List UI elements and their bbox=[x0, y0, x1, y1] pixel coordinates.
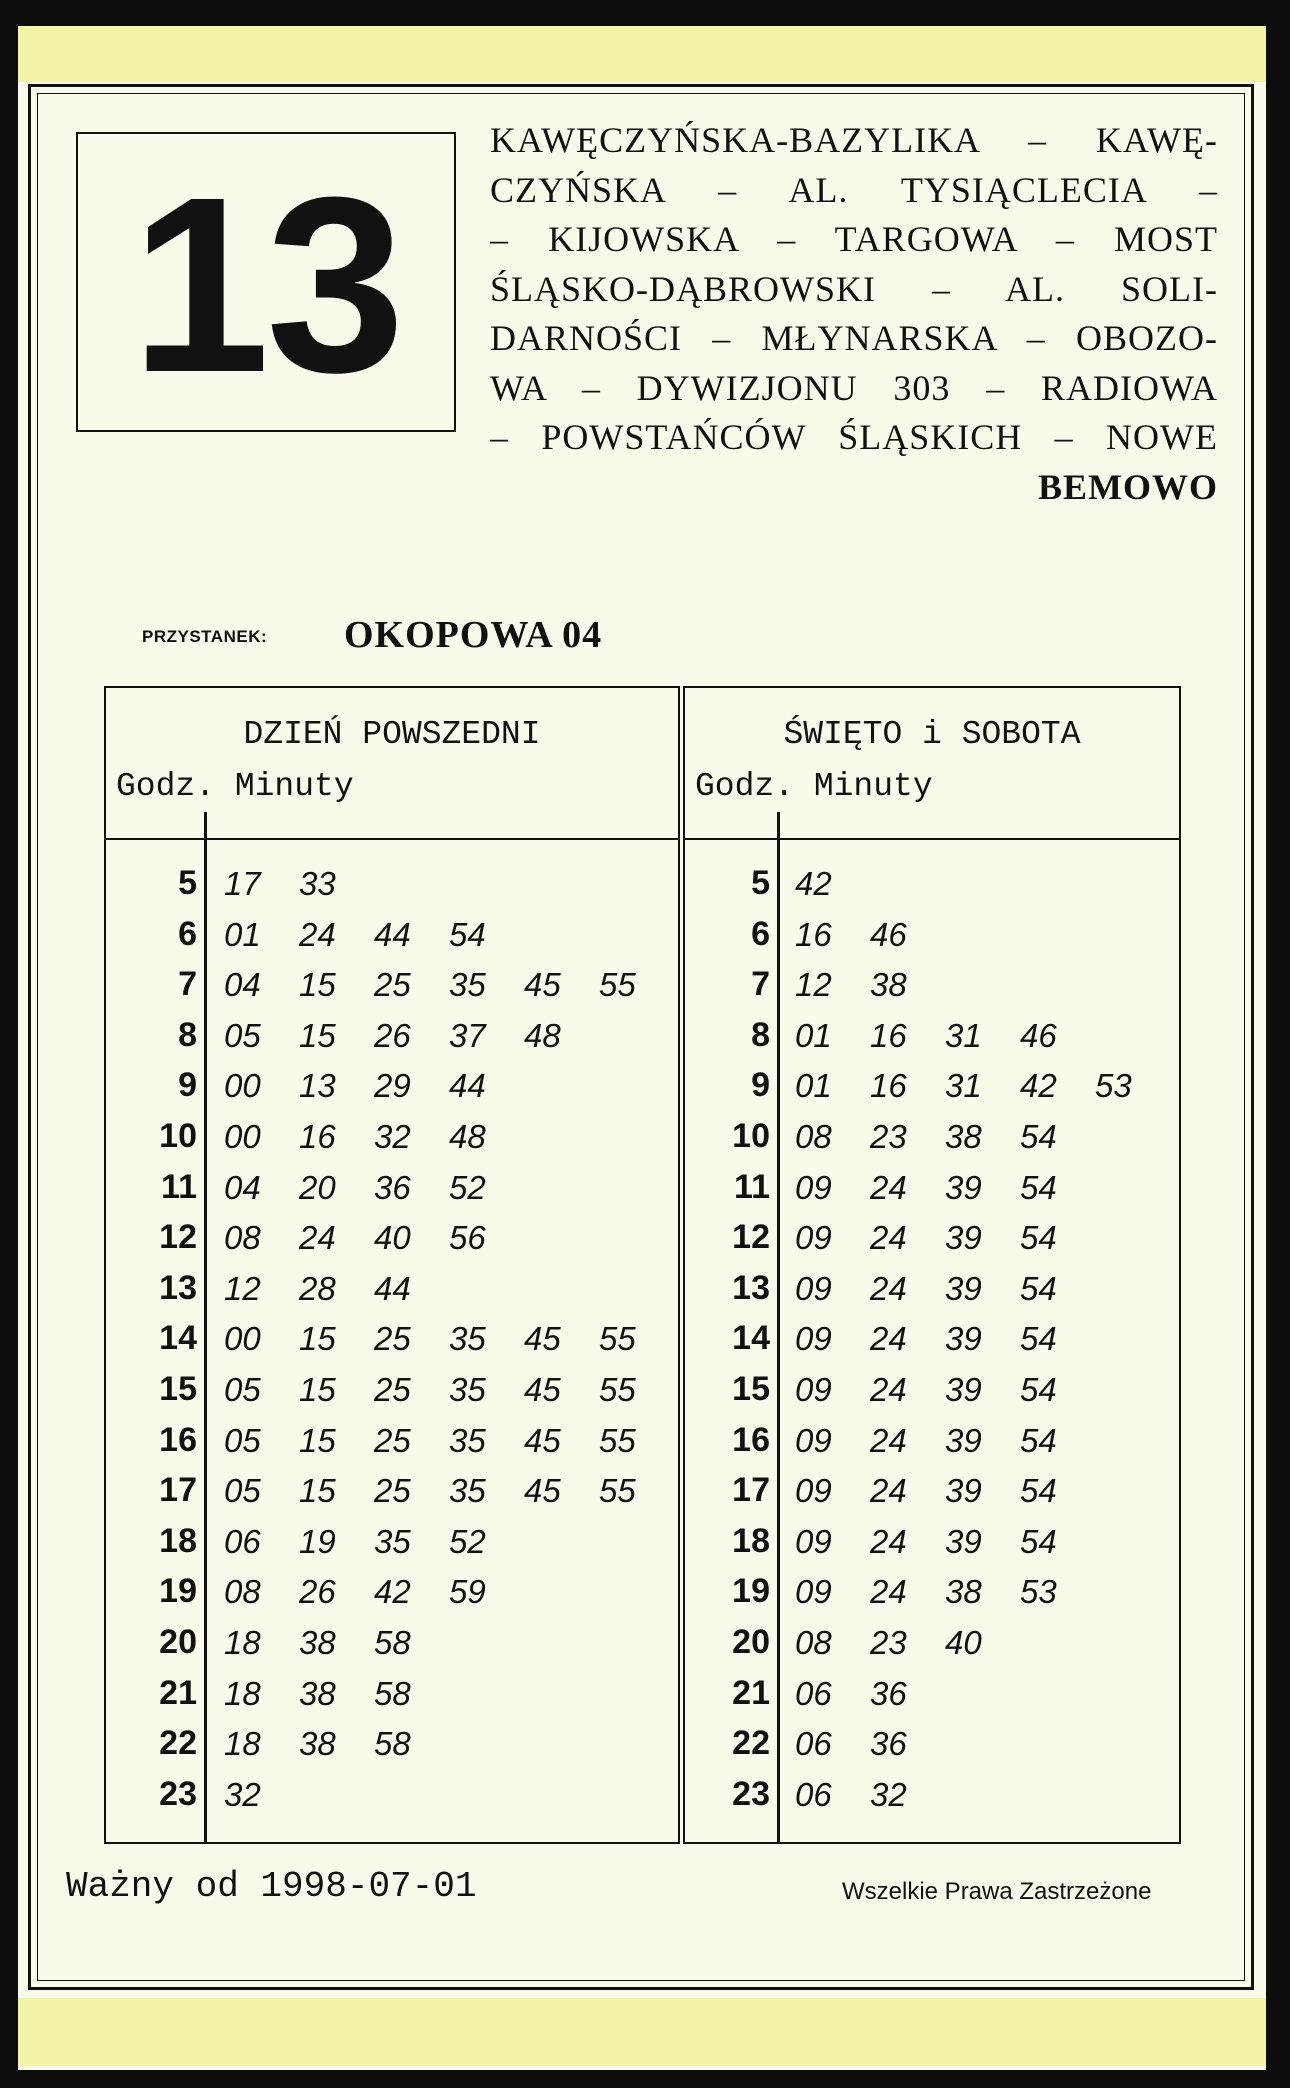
minute-value: 08 bbox=[795, 1623, 832, 1661]
line-number: 13 bbox=[130, 145, 402, 424]
table-row bbox=[106, 863, 678, 914]
hour-cell: 14 bbox=[159, 1319, 197, 1358]
minute-value: 55 bbox=[599, 966, 636, 1004]
table-row bbox=[685, 1723, 1179, 1774]
minutes-cell bbox=[795, 1571, 1095, 1613]
minute-value: 24 bbox=[870, 1472, 907, 1510]
minute-value: 39 bbox=[945, 1421, 982, 1459]
table-row bbox=[106, 1673, 678, 1724]
minute-value: 31 bbox=[945, 1016, 982, 1054]
minutes-cell bbox=[224, 1521, 524, 1563]
weekday-subheader: Godz. Minuty bbox=[116, 768, 354, 805]
hour-cell: 20 bbox=[732, 1622, 770, 1661]
hour-cell: 7 bbox=[178, 965, 197, 1004]
table-row bbox=[106, 1065, 678, 1116]
minute-value: 18 bbox=[224, 1725, 261, 1763]
hour-cell: 13 bbox=[159, 1268, 197, 1307]
minute-value: 25 bbox=[374, 1370, 411, 1408]
minute-value: 42 bbox=[795, 865, 832, 902]
hour-cell: 21 bbox=[159, 1673, 197, 1712]
minute-value: 39 bbox=[945, 1168, 982, 1206]
minute-value: 16 bbox=[870, 1067, 907, 1105]
minute-value: 25 bbox=[374, 966, 411, 1004]
route-line-terminus: BEMOWO bbox=[1037, 466, 1218, 507]
minute-value: 44 bbox=[449, 1067, 486, 1105]
minute-value: 40 bbox=[945, 1623, 982, 1661]
minute-value: 39 bbox=[945, 1320, 982, 1358]
minute-value: 09 bbox=[795, 1269, 832, 1307]
minute-value: 52 bbox=[449, 1168, 486, 1206]
table-row bbox=[106, 1571, 678, 1622]
table-row bbox=[106, 1723, 678, 1774]
minute-value: 54 bbox=[1020, 1472, 1057, 1510]
minute-value: 54 bbox=[1020, 1320, 1057, 1358]
minute-value: 15 bbox=[299, 1016, 336, 1054]
holiday-subheader: Godz. Minuty bbox=[695, 768, 933, 805]
minutes-cell bbox=[795, 1622, 1020, 1664]
minute-value: 38 bbox=[945, 1117, 982, 1155]
minute-value: 32 bbox=[870, 1775, 907, 1813]
holiday-rows bbox=[685, 863, 1179, 1824]
minute-value: 38 bbox=[299, 1623, 336, 1661]
minute-value: 35 bbox=[449, 1421, 486, 1459]
minute-value: 39 bbox=[945, 1522, 982, 1560]
minute-value: 32 bbox=[374, 1117, 411, 1155]
holiday-header bbox=[685, 688, 1179, 840]
minute-value: 55 bbox=[599, 1421, 636, 1459]
copyright-notice: Wszelkie Prawa Zastrzeżone bbox=[842, 1878, 1152, 1905]
route-description bbox=[490, 116, 1218, 512]
table-row bbox=[106, 1470, 678, 1521]
table-row bbox=[685, 863, 1179, 914]
minutes-cell bbox=[224, 1217, 524, 1259]
minutes-cell bbox=[795, 1268, 1095, 1310]
table-row bbox=[106, 1369, 678, 1420]
minute-value: 16 bbox=[870, 1016, 907, 1054]
minute-value: 06 bbox=[795, 1725, 832, 1763]
route-line: – POWSTAŃCÓW ŚLĄSKICH – NOWE bbox=[490, 417, 1218, 457]
minute-value: 52 bbox=[449, 1522, 486, 1560]
route-line: DARNOŚCI – MŁYNARSKA – OBOZO- bbox=[490, 318, 1218, 358]
table-row bbox=[685, 914, 1179, 965]
minute-value: 09 bbox=[795, 1472, 832, 1510]
minute-value: 09 bbox=[795, 1573, 832, 1611]
minute-value: 23 bbox=[870, 1117, 907, 1155]
minute-value: 01 bbox=[795, 1067, 832, 1105]
minute-value: 25 bbox=[374, 1320, 411, 1358]
minute-value: 28 bbox=[299, 1269, 336, 1307]
hour-cell: 10 bbox=[732, 1116, 770, 1155]
minute-value: 46 bbox=[870, 915, 907, 953]
minute-value: 45 bbox=[524, 966, 561, 1004]
minute-value: 32 bbox=[224, 1775, 261, 1813]
hour-cell: 15 bbox=[159, 1369, 197, 1408]
table-row bbox=[685, 1268, 1179, 1319]
minute-value: 05 bbox=[224, 1016, 261, 1054]
hour-cell: 16 bbox=[159, 1420, 197, 1459]
minutes-cell bbox=[795, 1673, 945, 1715]
minute-value: 58 bbox=[374, 1674, 411, 1712]
minute-value: 56 bbox=[449, 1219, 486, 1257]
hour-cell: 11 bbox=[734, 1167, 770, 1206]
minutes-cell bbox=[224, 914, 524, 956]
minute-value: 15 bbox=[299, 1370, 336, 1408]
table-row bbox=[685, 1420, 1179, 1471]
minute-value: 09 bbox=[795, 1522, 832, 1560]
hour-cell: 16 bbox=[732, 1420, 770, 1459]
minute-value: 45 bbox=[524, 1320, 561, 1358]
minute-value: 36 bbox=[870, 1725, 907, 1763]
minute-value: 12 bbox=[795, 966, 832, 1004]
minutes-cell bbox=[795, 1116, 1095, 1158]
weekday-rows bbox=[106, 863, 678, 1824]
minute-value: 44 bbox=[374, 915, 411, 953]
minute-value: 05 bbox=[224, 1370, 261, 1408]
minute-value: 18 bbox=[224, 1674, 261, 1712]
holiday-timetable bbox=[683, 686, 1181, 1844]
minute-value: 53 bbox=[1095, 1067, 1132, 1105]
hour-cell: 11 bbox=[161, 1167, 197, 1206]
minute-value: 35 bbox=[449, 1320, 486, 1358]
minutes-cell bbox=[795, 964, 945, 1006]
minutes-cell bbox=[795, 1015, 1095, 1057]
table-row bbox=[106, 1622, 678, 1673]
table-row bbox=[685, 1622, 1179, 1673]
minute-value: 38 bbox=[870, 966, 907, 1004]
minute-value: 39 bbox=[945, 1370, 982, 1408]
minute-value: 06 bbox=[795, 1775, 832, 1813]
minutes-cell bbox=[795, 863, 870, 905]
minute-value: 35 bbox=[449, 1370, 486, 1408]
weekday-header bbox=[106, 688, 678, 840]
minutes-cell bbox=[224, 1167, 524, 1209]
minute-value: 13 bbox=[299, 1067, 336, 1105]
minutes-cell bbox=[224, 1723, 449, 1765]
minutes-cell bbox=[224, 1318, 674, 1360]
route-line: KAWĘCZYŃSKA-BAZYLIKA – KAWĘ- bbox=[490, 120, 1218, 160]
minute-value: 42 bbox=[374, 1573, 411, 1611]
minute-value: 15 bbox=[299, 1472, 336, 1510]
table-row bbox=[685, 1470, 1179, 1521]
minute-value: 53 bbox=[1020, 1573, 1057, 1611]
minute-value: 01 bbox=[795, 1016, 832, 1054]
table-row bbox=[685, 1217, 1179, 1268]
minute-value: 36 bbox=[870, 1674, 907, 1712]
minutes-cell bbox=[224, 1268, 449, 1310]
minute-value: 24 bbox=[870, 1421, 907, 1459]
minute-value: 33 bbox=[299, 865, 336, 902]
minute-value: 38 bbox=[945, 1573, 982, 1611]
minute-value: 18 bbox=[224, 1623, 261, 1661]
minute-value: 08 bbox=[224, 1219, 261, 1257]
table-row bbox=[685, 1167, 1179, 1218]
table-row bbox=[106, 1774, 678, 1825]
table-row bbox=[106, 1268, 678, 1319]
minute-value: 25 bbox=[374, 1421, 411, 1459]
table-row bbox=[106, 1167, 678, 1218]
minute-value: 00 bbox=[224, 1067, 261, 1105]
yellow-strip-top bbox=[18, 26, 1266, 82]
minutes-cell bbox=[795, 1065, 1170, 1107]
minutes-cell bbox=[795, 1521, 1095, 1563]
minute-value: 59 bbox=[449, 1573, 486, 1611]
minute-value: 26 bbox=[374, 1016, 411, 1054]
table-row bbox=[685, 964, 1179, 1015]
hour-cell: 19 bbox=[732, 1572, 770, 1611]
hour-cell: 22 bbox=[732, 1724, 770, 1763]
minute-value: 05 bbox=[224, 1421, 261, 1459]
minute-value: 26 bbox=[299, 1573, 336, 1611]
table-row bbox=[106, 1318, 678, 1369]
minutes-cell bbox=[795, 1318, 1095, 1360]
table-row bbox=[106, 964, 678, 1015]
minutes-cell bbox=[224, 964, 674, 1006]
minute-value: 06 bbox=[224, 1522, 261, 1560]
stop-name: OKOPOWA 04 bbox=[344, 614, 603, 656]
minute-value: 58 bbox=[374, 1623, 411, 1661]
minute-value: 45 bbox=[524, 1421, 561, 1459]
minutes-cell bbox=[795, 914, 945, 956]
minute-value: 36 bbox=[374, 1168, 411, 1206]
minutes-cell bbox=[795, 1420, 1095, 1462]
valid-from: Ważny od 1998-07-01 bbox=[66, 1866, 477, 1907]
weekday-timetable bbox=[104, 686, 680, 1844]
hour-cell: 23 bbox=[732, 1774, 770, 1813]
table-row bbox=[685, 1065, 1179, 1116]
stop-label: PRZYSTANEK: bbox=[142, 627, 268, 646]
minute-value: 09 bbox=[795, 1219, 832, 1257]
minutes-cell bbox=[224, 1015, 599, 1057]
minute-value: 08 bbox=[224, 1573, 261, 1611]
minute-value: 48 bbox=[524, 1016, 561, 1054]
minute-value: 00 bbox=[224, 1320, 261, 1358]
hour-cell: 8 bbox=[178, 1015, 197, 1054]
minute-value: 24 bbox=[870, 1168, 907, 1206]
hour-cell: 22 bbox=[159, 1724, 197, 1763]
minute-value: 58 bbox=[374, 1725, 411, 1763]
minute-value: 38 bbox=[299, 1674, 336, 1712]
minute-value: 54 bbox=[1020, 1370, 1057, 1408]
minute-value: 54 bbox=[1020, 1269, 1057, 1307]
minute-value: 29 bbox=[374, 1067, 411, 1105]
table-row bbox=[685, 1369, 1179, 1420]
minute-value: 55 bbox=[599, 1320, 636, 1358]
hour-cell: 18 bbox=[732, 1521, 770, 1560]
minute-value: 06 bbox=[795, 1674, 832, 1712]
minute-value: 54 bbox=[1020, 1168, 1057, 1206]
hour-cell: 23 bbox=[159, 1774, 197, 1813]
hour-cell: 6 bbox=[751, 914, 770, 953]
minute-value: 48 bbox=[449, 1117, 486, 1155]
route-line: – KIJOWSKA – TARGOWA – MOST bbox=[490, 219, 1218, 259]
minute-value: 35 bbox=[374, 1522, 411, 1560]
route-line: WA – DYWIZJONU 303 – RADIOWA bbox=[490, 367, 1218, 408]
hour-cell: 17 bbox=[159, 1471, 197, 1510]
minute-value: 39 bbox=[945, 1219, 982, 1257]
table-row bbox=[106, 1420, 678, 1471]
minutes-cell bbox=[795, 1369, 1095, 1411]
minutes-cell bbox=[224, 1774, 299, 1816]
minute-value: 39 bbox=[945, 1269, 982, 1307]
table-row bbox=[685, 1015, 1179, 1066]
hour-cell: 8 bbox=[751, 1015, 770, 1054]
minute-value: 54 bbox=[449, 915, 486, 953]
hour-cell: 18 bbox=[159, 1521, 197, 1560]
minute-value: 38 bbox=[299, 1725, 336, 1763]
hour-cell: 14 bbox=[732, 1319, 770, 1358]
yellow-strip-bottom bbox=[18, 1998, 1266, 2066]
holiday-title: ŚWIĘTO i SOBOTA bbox=[783, 716, 1081, 753]
hour-cell: 19 bbox=[159, 1572, 197, 1611]
minute-value: 09 bbox=[795, 1421, 832, 1459]
hour-cell: 7 bbox=[751, 965, 770, 1004]
hour-cell: 13 bbox=[732, 1268, 770, 1307]
hour-cell: 17 bbox=[732, 1471, 770, 1510]
minute-value: 46 bbox=[1020, 1016, 1057, 1054]
table-row bbox=[106, 1015, 678, 1066]
minute-value: 54 bbox=[1020, 1219, 1057, 1257]
minute-value: 23 bbox=[870, 1623, 907, 1661]
table-row bbox=[685, 1318, 1179, 1369]
table-row bbox=[685, 1673, 1179, 1724]
minutes-cell bbox=[224, 1470, 674, 1512]
hour-cell: 12 bbox=[732, 1218, 770, 1257]
minute-value: 16 bbox=[795, 915, 832, 953]
table-row bbox=[685, 1116, 1179, 1167]
hour-cell: 12 bbox=[159, 1218, 197, 1257]
minute-value: 40 bbox=[374, 1219, 411, 1257]
minute-value: 20 bbox=[299, 1168, 336, 1206]
table-row bbox=[106, 1116, 678, 1167]
minute-value: 24 bbox=[299, 915, 336, 953]
minute-value: 09 bbox=[795, 1168, 832, 1206]
minute-value: 45 bbox=[524, 1370, 561, 1408]
minute-value: 15 bbox=[299, 1320, 336, 1358]
weekday-title: DZIEŃ POWSZEDNI bbox=[243, 716, 541, 753]
minute-value: 09 bbox=[795, 1320, 832, 1358]
table-row bbox=[685, 1571, 1179, 1622]
minute-value: 55 bbox=[599, 1370, 636, 1408]
minute-value: 24 bbox=[870, 1219, 907, 1257]
minutes-cell bbox=[795, 1723, 945, 1765]
minute-value: 08 bbox=[795, 1117, 832, 1155]
hour-cell: 6 bbox=[178, 914, 197, 953]
minute-value: 04 bbox=[224, 966, 261, 1004]
minute-value: 37 bbox=[449, 1016, 486, 1054]
minutes-cell bbox=[224, 863, 374, 905]
minutes-cell bbox=[795, 1217, 1095, 1259]
minute-value: 54 bbox=[1020, 1522, 1057, 1560]
minute-value: 15 bbox=[299, 1421, 336, 1459]
minute-value: 15 bbox=[299, 966, 336, 1004]
hour-cell: 20 bbox=[159, 1622, 197, 1661]
minute-value: 16 bbox=[299, 1117, 336, 1155]
minutes-cell bbox=[795, 1774, 945, 1816]
minute-value: 54 bbox=[1020, 1421, 1057, 1459]
minute-value: 24 bbox=[870, 1522, 907, 1560]
minutes-cell bbox=[224, 1622, 449, 1664]
minutes-cell bbox=[224, 1420, 674, 1462]
hour-cell: 9 bbox=[178, 1066, 197, 1105]
minute-value: 19 bbox=[299, 1522, 336, 1560]
minute-value: 25 bbox=[374, 1472, 411, 1510]
route-line: CZYŃSKA – AL. TYSIĄCLECIA – bbox=[490, 169, 1218, 210]
minute-value: 01 bbox=[224, 915, 261, 953]
minutes-cell bbox=[224, 1673, 449, 1715]
line-number-box bbox=[76, 132, 456, 432]
minutes-cell bbox=[795, 1470, 1095, 1512]
minute-value: 24 bbox=[870, 1269, 907, 1307]
minutes-cell bbox=[224, 1065, 524, 1107]
minute-value: 09 bbox=[795, 1370, 832, 1408]
minute-value: 45 bbox=[524, 1472, 561, 1510]
minutes-cell bbox=[795, 1167, 1095, 1209]
table-row bbox=[685, 1774, 1179, 1825]
minute-value: 24 bbox=[299, 1219, 336, 1257]
minute-value: 24 bbox=[870, 1370, 907, 1408]
table-row bbox=[106, 1521, 678, 1572]
minute-value: 00 bbox=[224, 1117, 261, 1155]
hour-cell: 9 bbox=[751, 1066, 770, 1105]
minute-value: 31 bbox=[945, 1067, 982, 1105]
minute-value: 35 bbox=[449, 1472, 486, 1510]
minute-value: 39 bbox=[945, 1472, 982, 1510]
hour-cell: 21 bbox=[732, 1673, 770, 1712]
minute-value: 04 bbox=[224, 1168, 261, 1206]
hour-cell: 10 bbox=[159, 1116, 197, 1155]
minute-value: 55 bbox=[599, 1472, 636, 1510]
minutes-cell bbox=[224, 1116, 524, 1158]
minute-value: 44 bbox=[374, 1269, 411, 1307]
table-row bbox=[685, 1521, 1179, 1572]
minute-value: 17 bbox=[224, 865, 261, 902]
hour-cell: 15 bbox=[732, 1369, 770, 1408]
table-row bbox=[106, 1217, 678, 1268]
minute-value: 35 bbox=[449, 966, 486, 1004]
hour-cell: 5 bbox=[178, 864, 197, 902]
minute-value: 24 bbox=[870, 1320, 907, 1358]
hour-cell: 5 bbox=[751, 864, 770, 902]
minute-value: 24 bbox=[870, 1573, 907, 1611]
route-line: ŚLĄSKO-DĄBROWSKI – AL. SOLI- bbox=[490, 268, 1218, 309]
minute-value: 42 bbox=[1020, 1067, 1057, 1105]
table-row bbox=[106, 914, 678, 965]
minute-value: 05 bbox=[224, 1472, 261, 1510]
minute-value: 12 bbox=[224, 1269, 261, 1307]
minutes-cell bbox=[224, 1369, 674, 1411]
minute-value: 54 bbox=[1020, 1117, 1057, 1155]
minutes-cell bbox=[224, 1571, 524, 1613]
